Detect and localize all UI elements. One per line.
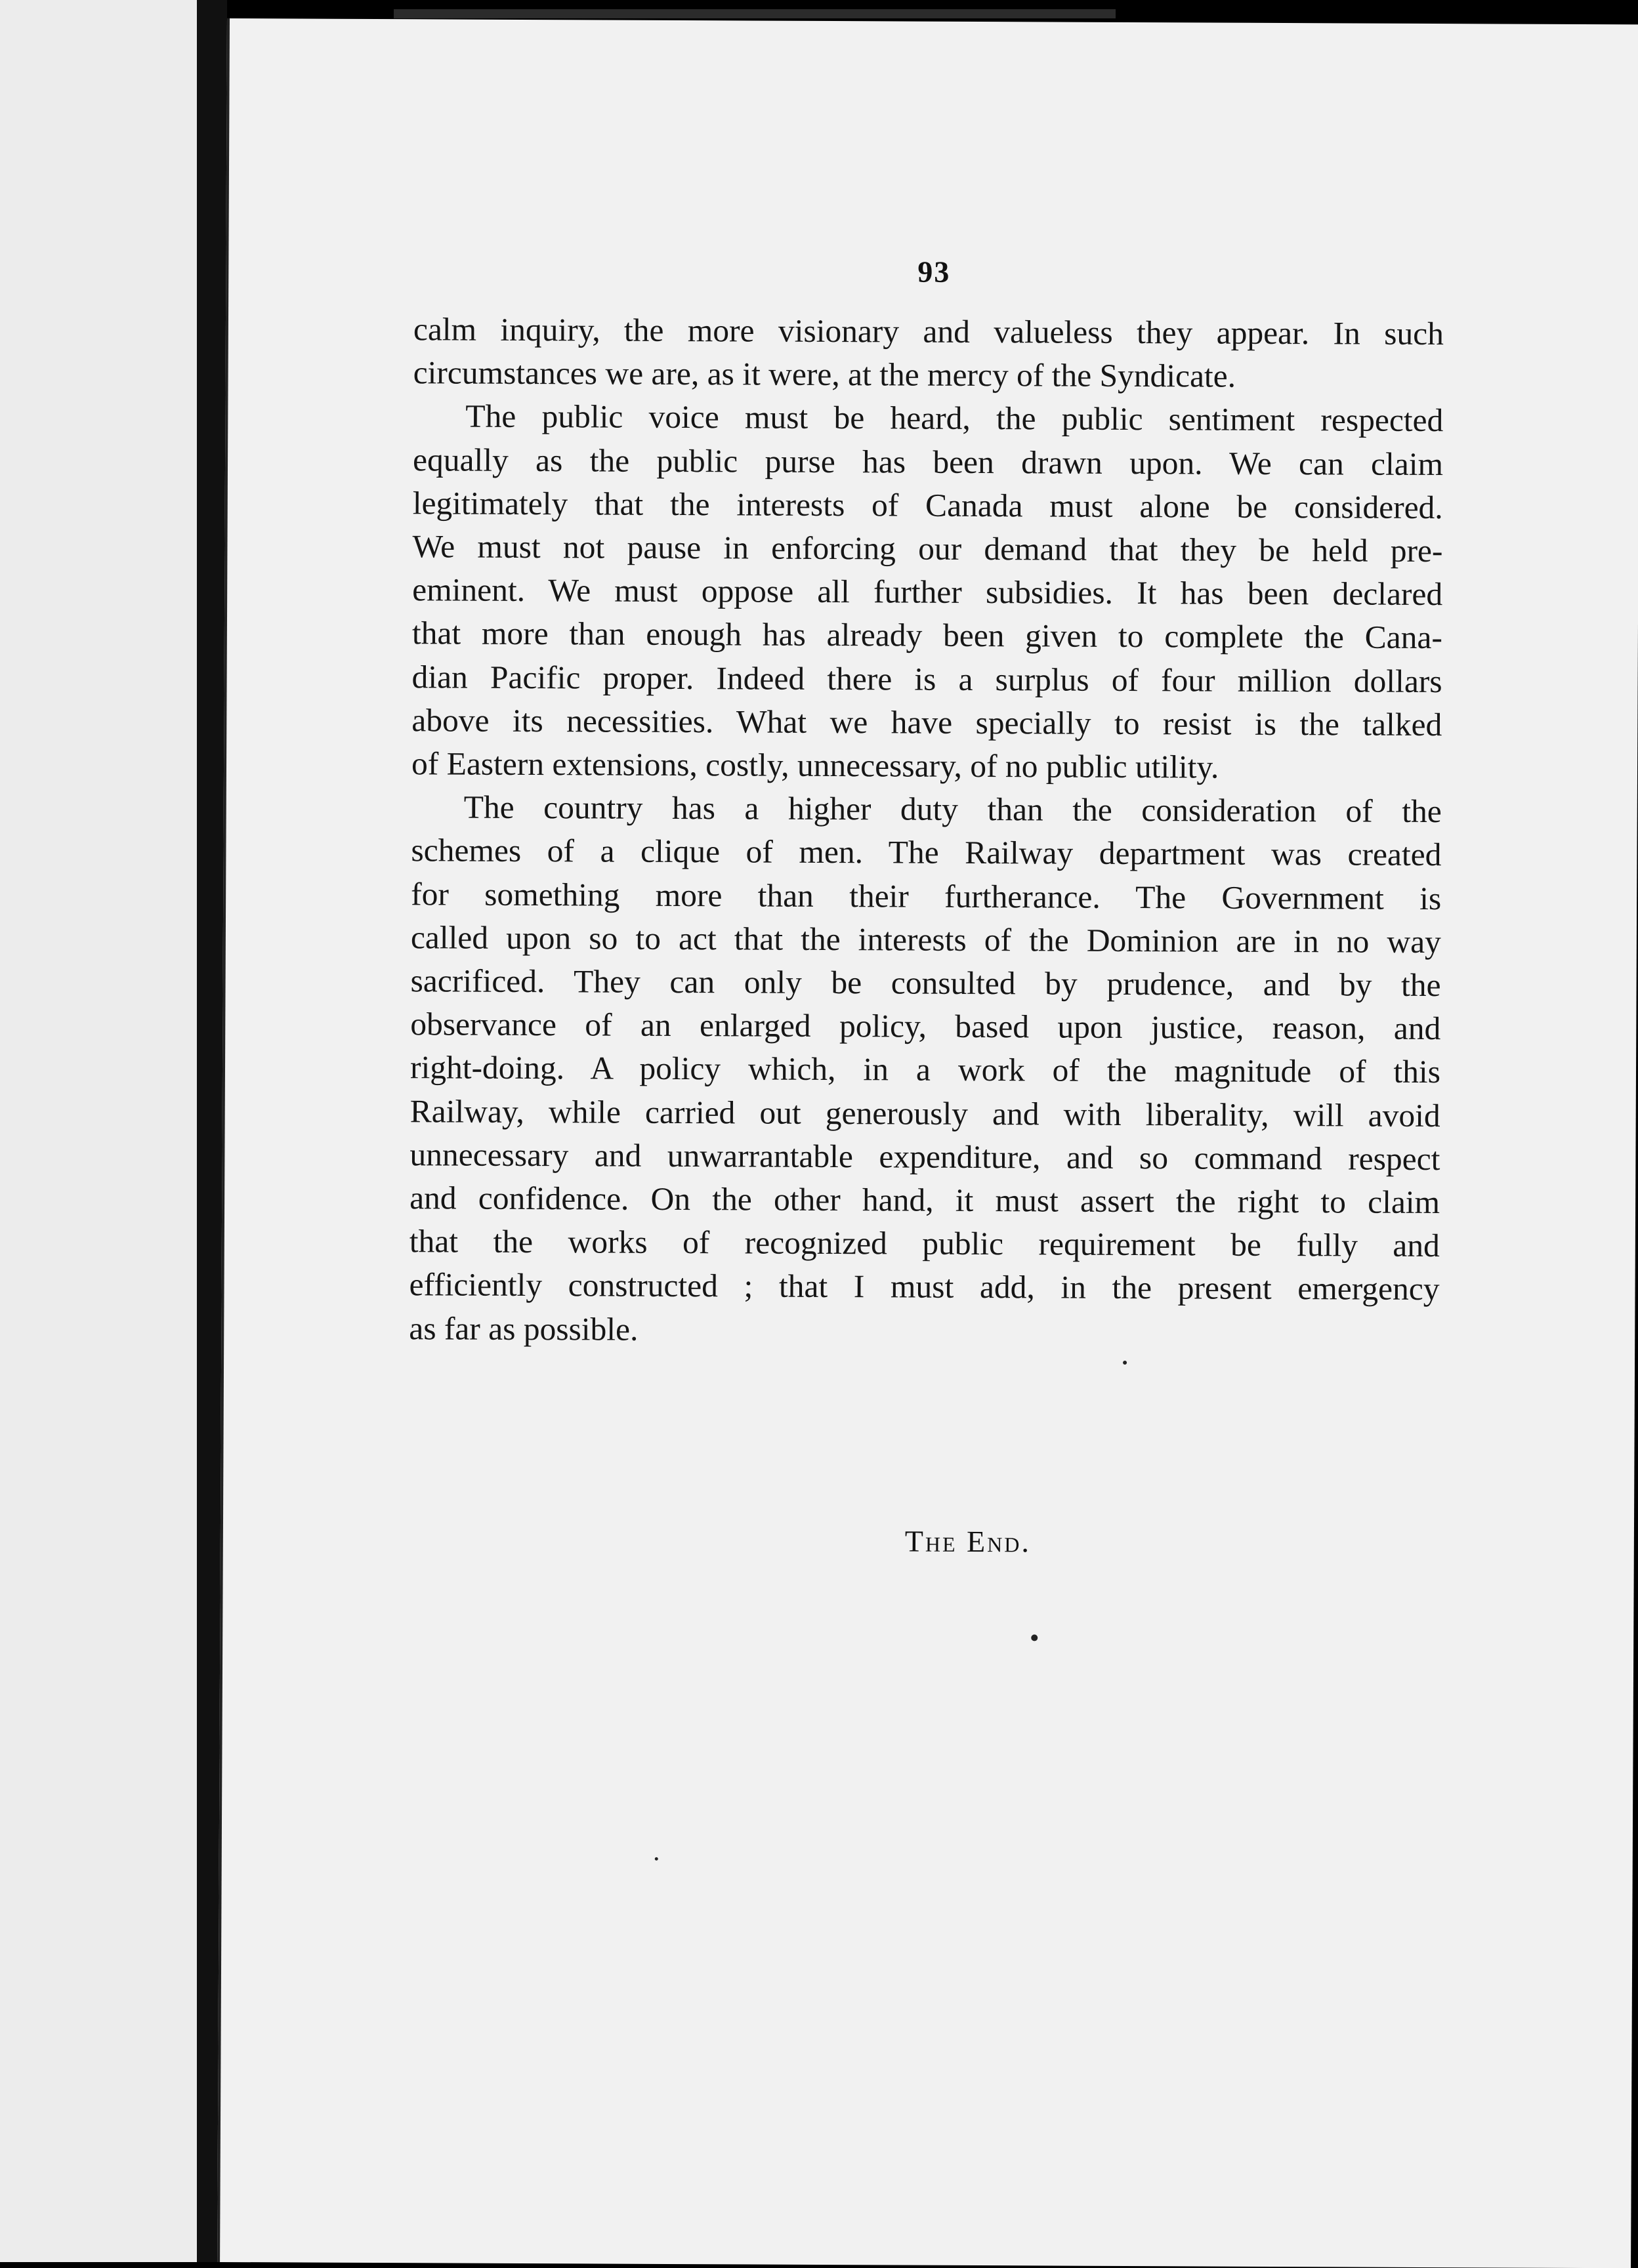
ink-speck [1123, 1361, 1127, 1365]
page-number: 93 [917, 255, 951, 289]
text-line: equally as the public purse has been drawn upon. We can claim [412, 441, 1444, 482]
ink-speck [1031, 1634, 1038, 1641]
text-line: that the works of recognized public requirement be fully and [409, 1223, 1440, 1264]
text-line: called upon so to act that the interests of the Dominion are in no way [410, 919, 1441, 960]
book-page [217, 18, 1638, 2268]
text-line: Railway, while carried out generously and with liberality, will avoid [410, 1092, 1440, 1134]
text-line: right-doing. A policy which, in a work of the magnitude of this [410, 1049, 1441, 1090]
text-line: eminent. We must oppose all further subsidies. It has been declared [412, 571, 1443, 613]
text-line: that more than enough has already been given to complete the Cana- [411, 615, 1443, 656]
text-line: legitimately that the interests of Canada must alone be considered. [412, 485, 1443, 526]
text-line: for something more than their furtherance. The Government is [411, 875, 1442, 917]
text-line: above its necessities. What we have specially to resist is the talked [411, 702, 1442, 743]
text-line: calm inquiry, the more visionary and valueless they appear. In such [413, 311, 1444, 352]
text-line: We must not pause in enforcing our demand that they be held pre- [412, 528, 1443, 569]
text-line: dian Pacific proper. Indeed there is a surplus of four million dollars [411, 658, 1442, 699]
body-text [409, 308, 1444, 1355]
text-line: of Eastern extensions, costly, unnecessary, of no public utility. [411, 745, 1219, 785]
text-line: sacrificed. They can only be consulted by prudence, and by the [410, 962, 1441, 1004]
text-line: The public voice must be heard, the public sentiment respected [465, 398, 1444, 439]
closing-heading: The End. [904, 1524, 1032, 1559]
facing-page [0, 0, 197, 2262]
text-line: and confidence. On the other hand, it must assert the right to claim [410, 1180, 1440, 1221]
text-line: circumstances we are, as it were, at the mercy of the Syndicate. [413, 354, 1236, 394]
text-line: unnecessary and unwarrantable expenditure, and so command respect [410, 1136, 1440, 1177]
text-line: observance of an enlarged policy, based upon justice, reason, and [410, 1006, 1441, 1047]
text-line: schemes of a clique of men. The Railway department was created [411, 832, 1442, 873]
text-line: The country has a higher duty than the consideration of the [463, 789, 1442, 830]
text-line: as far as possible. [409, 1309, 639, 1348]
page-edge-shadow [394, 9, 1116, 18]
text-line: efficiently constructed ; that I must add, in the present emergency [409, 1266, 1440, 1308]
ink-speck [655, 1857, 658, 1861]
